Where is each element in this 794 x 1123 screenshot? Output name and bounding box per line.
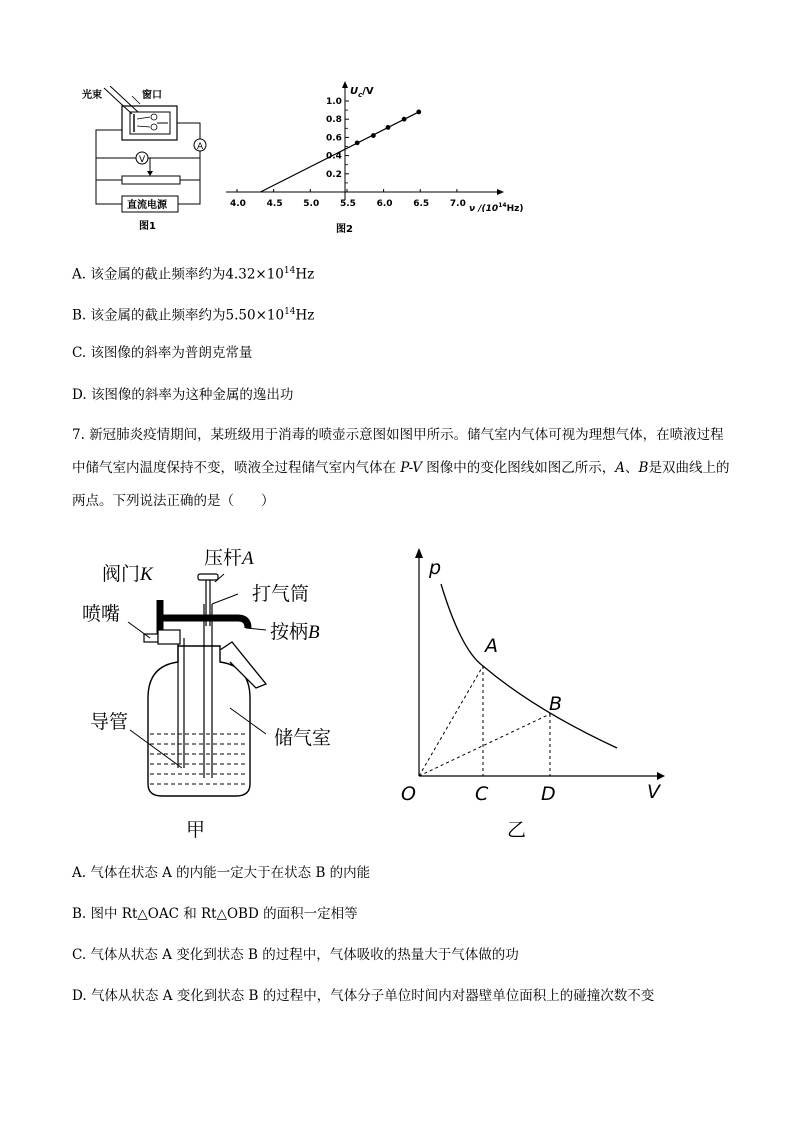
figure2-chart [222,80,532,240]
point-b-label: B [549,693,563,715]
figure1-circuit [82,86,222,236]
x-tick-label: 4.0 [230,199,246,209]
chamber-label: 储气室 [274,727,332,749]
tube-label: 导管 [90,711,129,733]
data-point [386,125,391,130]
option6-b: B. 该金属的截止频率约为$5.50\times 10^{14}Hz$ [72,307,315,324]
x-tick-label: 6.0 [376,199,393,209]
x-axis-label: ν $/(10^{14}Hz)$ [469,202,524,214]
option7-c: C. 气体从状态 A 变化到状态 B 的过程中，气体吸收的热量大于气体做的功 [72,947,519,963]
option6-d: D. 该图像的斜率为这种金属的逸出功 [72,387,294,403]
question7-stem: 7. 新冠肺炎疫情期间，某班级用于消毒的喷壶示意图如图甲所示。储气室内气体可视为理想气体，在喷液过程中储气室内温度保持不变，喷液全过程储气室内气体在 P-V 图像中的变化图线如图乙所示，A、B是双曲线上的两点。下列说法正确的是（ ） [72,427,730,509]
window-label: 窗口 [142,90,162,101]
y-tick-label: 0.2 [326,169,342,180]
data-point [402,117,407,122]
option7-a: A. 气体在状态 A 的内能一定大于在状态 B 的内能 [72,865,371,881]
ammeter-label: A [197,142,204,152]
power-label: 直流电源 [127,200,167,211]
figure2-caption: 图2 [336,224,353,235]
axis-v-label: V [647,781,660,803]
figure-yi-pv-graph [395,540,675,845]
x-tick-label: 4.5 [266,199,283,209]
pump-label: 打气筒 [252,583,310,605]
data-point [416,110,421,115]
origin-label: O [401,783,416,805]
x-tick-label: 6.5 [413,199,430,209]
figure-yi-caption: 乙 [507,819,527,841]
data-point [371,133,376,138]
handle-label: 按柄B [270,621,320,643]
figure1-caption: 图1 [139,221,156,232]
point-a-label: A [485,635,498,657]
figure-jia-sprayer [70,538,360,848]
x-tick-label: 7.0 [449,199,466,209]
point-d-label: D [541,783,556,805]
y-tick-label: 0.6 [326,133,342,144]
rod-label: 压杆A [204,547,254,569]
point-c-label: C [475,783,489,805]
option7-b: B. 图中 Rt△OAC 和 Rt△OBD 的面积一定相等 [72,906,358,922]
y-tick-label: 0.8 [326,115,342,126]
beam-label: 光束 [82,90,102,101]
y-axis-label: $U_c/V$ [350,86,374,99]
figure-jia-caption: 甲 [186,819,206,841]
option6-c: C. 该图像的斜率为普朗克常量 [72,345,253,361]
nozzle-label: 喷嘴 [82,603,121,625]
option6-a: A. 该金属的截止频率约为$4.32\times 10^{14}Hz$ [72,266,315,283]
y-tick-label: 0.4 [326,151,342,162]
x-tick-label: 5.5 [339,199,356,209]
voltmeter-label: V [139,155,146,165]
valve-label: 阀门K [102,563,153,585]
x-tick-label: 5.0 [303,199,320,209]
axis-p-label: p [429,557,442,579]
data-point [355,140,360,145]
y-tick-label: 1.0 [326,97,342,107]
option7-d: D. 气体从状态 A 变化到状态 B 的过程中，气体分子单位时间内对器壁单位面积上的碰撞次数不变 [72,988,655,1004]
